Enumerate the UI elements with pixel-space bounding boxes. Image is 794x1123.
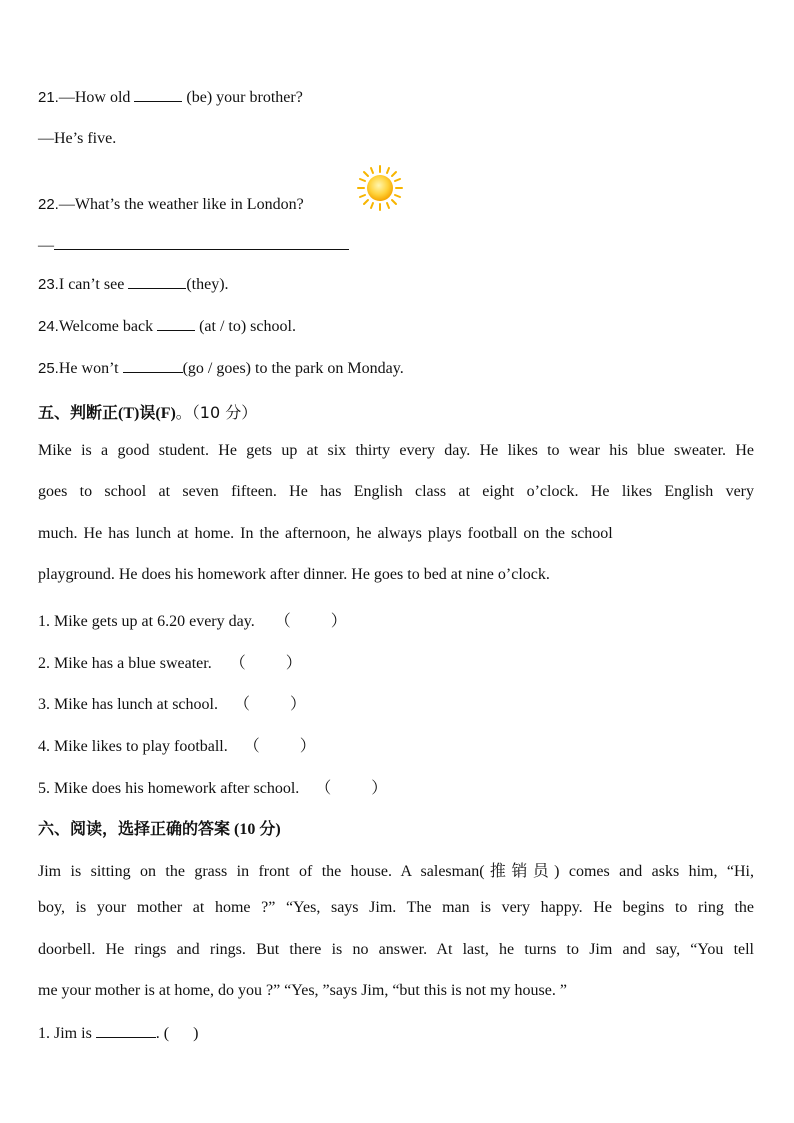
answer-blank[interactable] bbox=[157, 317, 195, 331]
question-25: 25.He won’t (go / goes) to the park on Monday. bbox=[38, 360, 404, 377]
answer-parentheses[interactable]: （ ） bbox=[315, 780, 388, 797]
question-21: 21.—How old (be) your brother? bbox=[38, 89, 303, 106]
passage-line: Mike is a good student. He gets up at six thirty every day. He likes to wear his blue sweater. He bbox=[38, 442, 754, 459]
answer-blank[interactable] bbox=[96, 1024, 156, 1038]
passage-line: Jim is sitting on the grass in front of the house. A salesman(推销员) comes and asks him, “Hi, bbox=[38, 863, 754, 880]
passage-line: boy, is your mother at home ?” “Yes, says Jim. The man is very happy. He begins to ring the bbox=[38, 899, 754, 916]
passage-line: much. He has lunch at home. In the afternoon, he always plays football on the school bbox=[38, 525, 613, 542]
question-number: 22. bbox=[38, 196, 59, 213]
reading-question-1: 1. Jim is . ( ) bbox=[38, 1025, 199, 1042]
question-22-answer: — bbox=[38, 236, 349, 255]
judge-item-4: 4. Mike likes to play football. （ ） bbox=[38, 733, 316, 756]
question-22: 22.—What’s the weather like in London? bbox=[38, 196, 304, 213]
question-number: 25. bbox=[38, 360, 59, 377]
answer-parentheses[interactable]: （ ） bbox=[243, 738, 316, 755]
question-23: 23.I can’t see (they). bbox=[38, 276, 229, 293]
section-6-heading: 六、阅读，选择正确的答案 (10 分) bbox=[38, 819, 281, 838]
question-number: 21. bbox=[38, 89, 59, 106]
sun-icon bbox=[356, 164, 404, 212]
answer-parentheses[interactable]: （ ） bbox=[229, 655, 302, 672]
question-21-answer: —He’s five. bbox=[38, 130, 117, 147]
question-number: 23. bbox=[38, 276, 59, 293]
question-number: 24. bbox=[38, 318, 59, 335]
judge-item-2: 2. Mike has a blue sweater. （ ） bbox=[38, 650, 302, 673]
section-5-heading: 五、判断正(T)误(F)。（10 分） bbox=[38, 403, 258, 422]
passage-line: me your mother is at home, do you ?” “Yes, ”says Jim, “but this is not my house. ” bbox=[38, 982, 567, 999]
judge-item-5: 5. Mike does his homework after school. （ ） bbox=[38, 775, 387, 798]
passage-line: playground. He does his homework after dinner. He goes to bed at nine o’clock. bbox=[38, 566, 550, 583]
passage-line: doorbell. He rings and rings. But there is no answer. At last, he turns to Jim and say, “You tell bbox=[38, 941, 754, 958]
answer-blank[interactable] bbox=[54, 236, 349, 250]
answer-blank[interactable] bbox=[123, 359, 183, 373]
answer-blank[interactable] bbox=[128, 275, 186, 289]
judge-item-1: 1. Mike gets up at 6.20 every day. （ ） bbox=[38, 608, 347, 631]
answer-parentheses[interactable]: （ ） bbox=[274, 613, 347, 630]
question-24: 24.Welcome back (at / to) school. bbox=[38, 318, 296, 335]
answer-parentheses[interactable]: （ ） bbox=[233, 696, 306, 713]
answer-blank[interactable] bbox=[134, 88, 182, 102]
judge-item-3: 3. Mike has lunch at school. （ ） bbox=[38, 691, 306, 714]
passage-line: goes to school at seven fifteen. He has English class at eight o’clock. He likes English very bbox=[38, 483, 754, 500]
